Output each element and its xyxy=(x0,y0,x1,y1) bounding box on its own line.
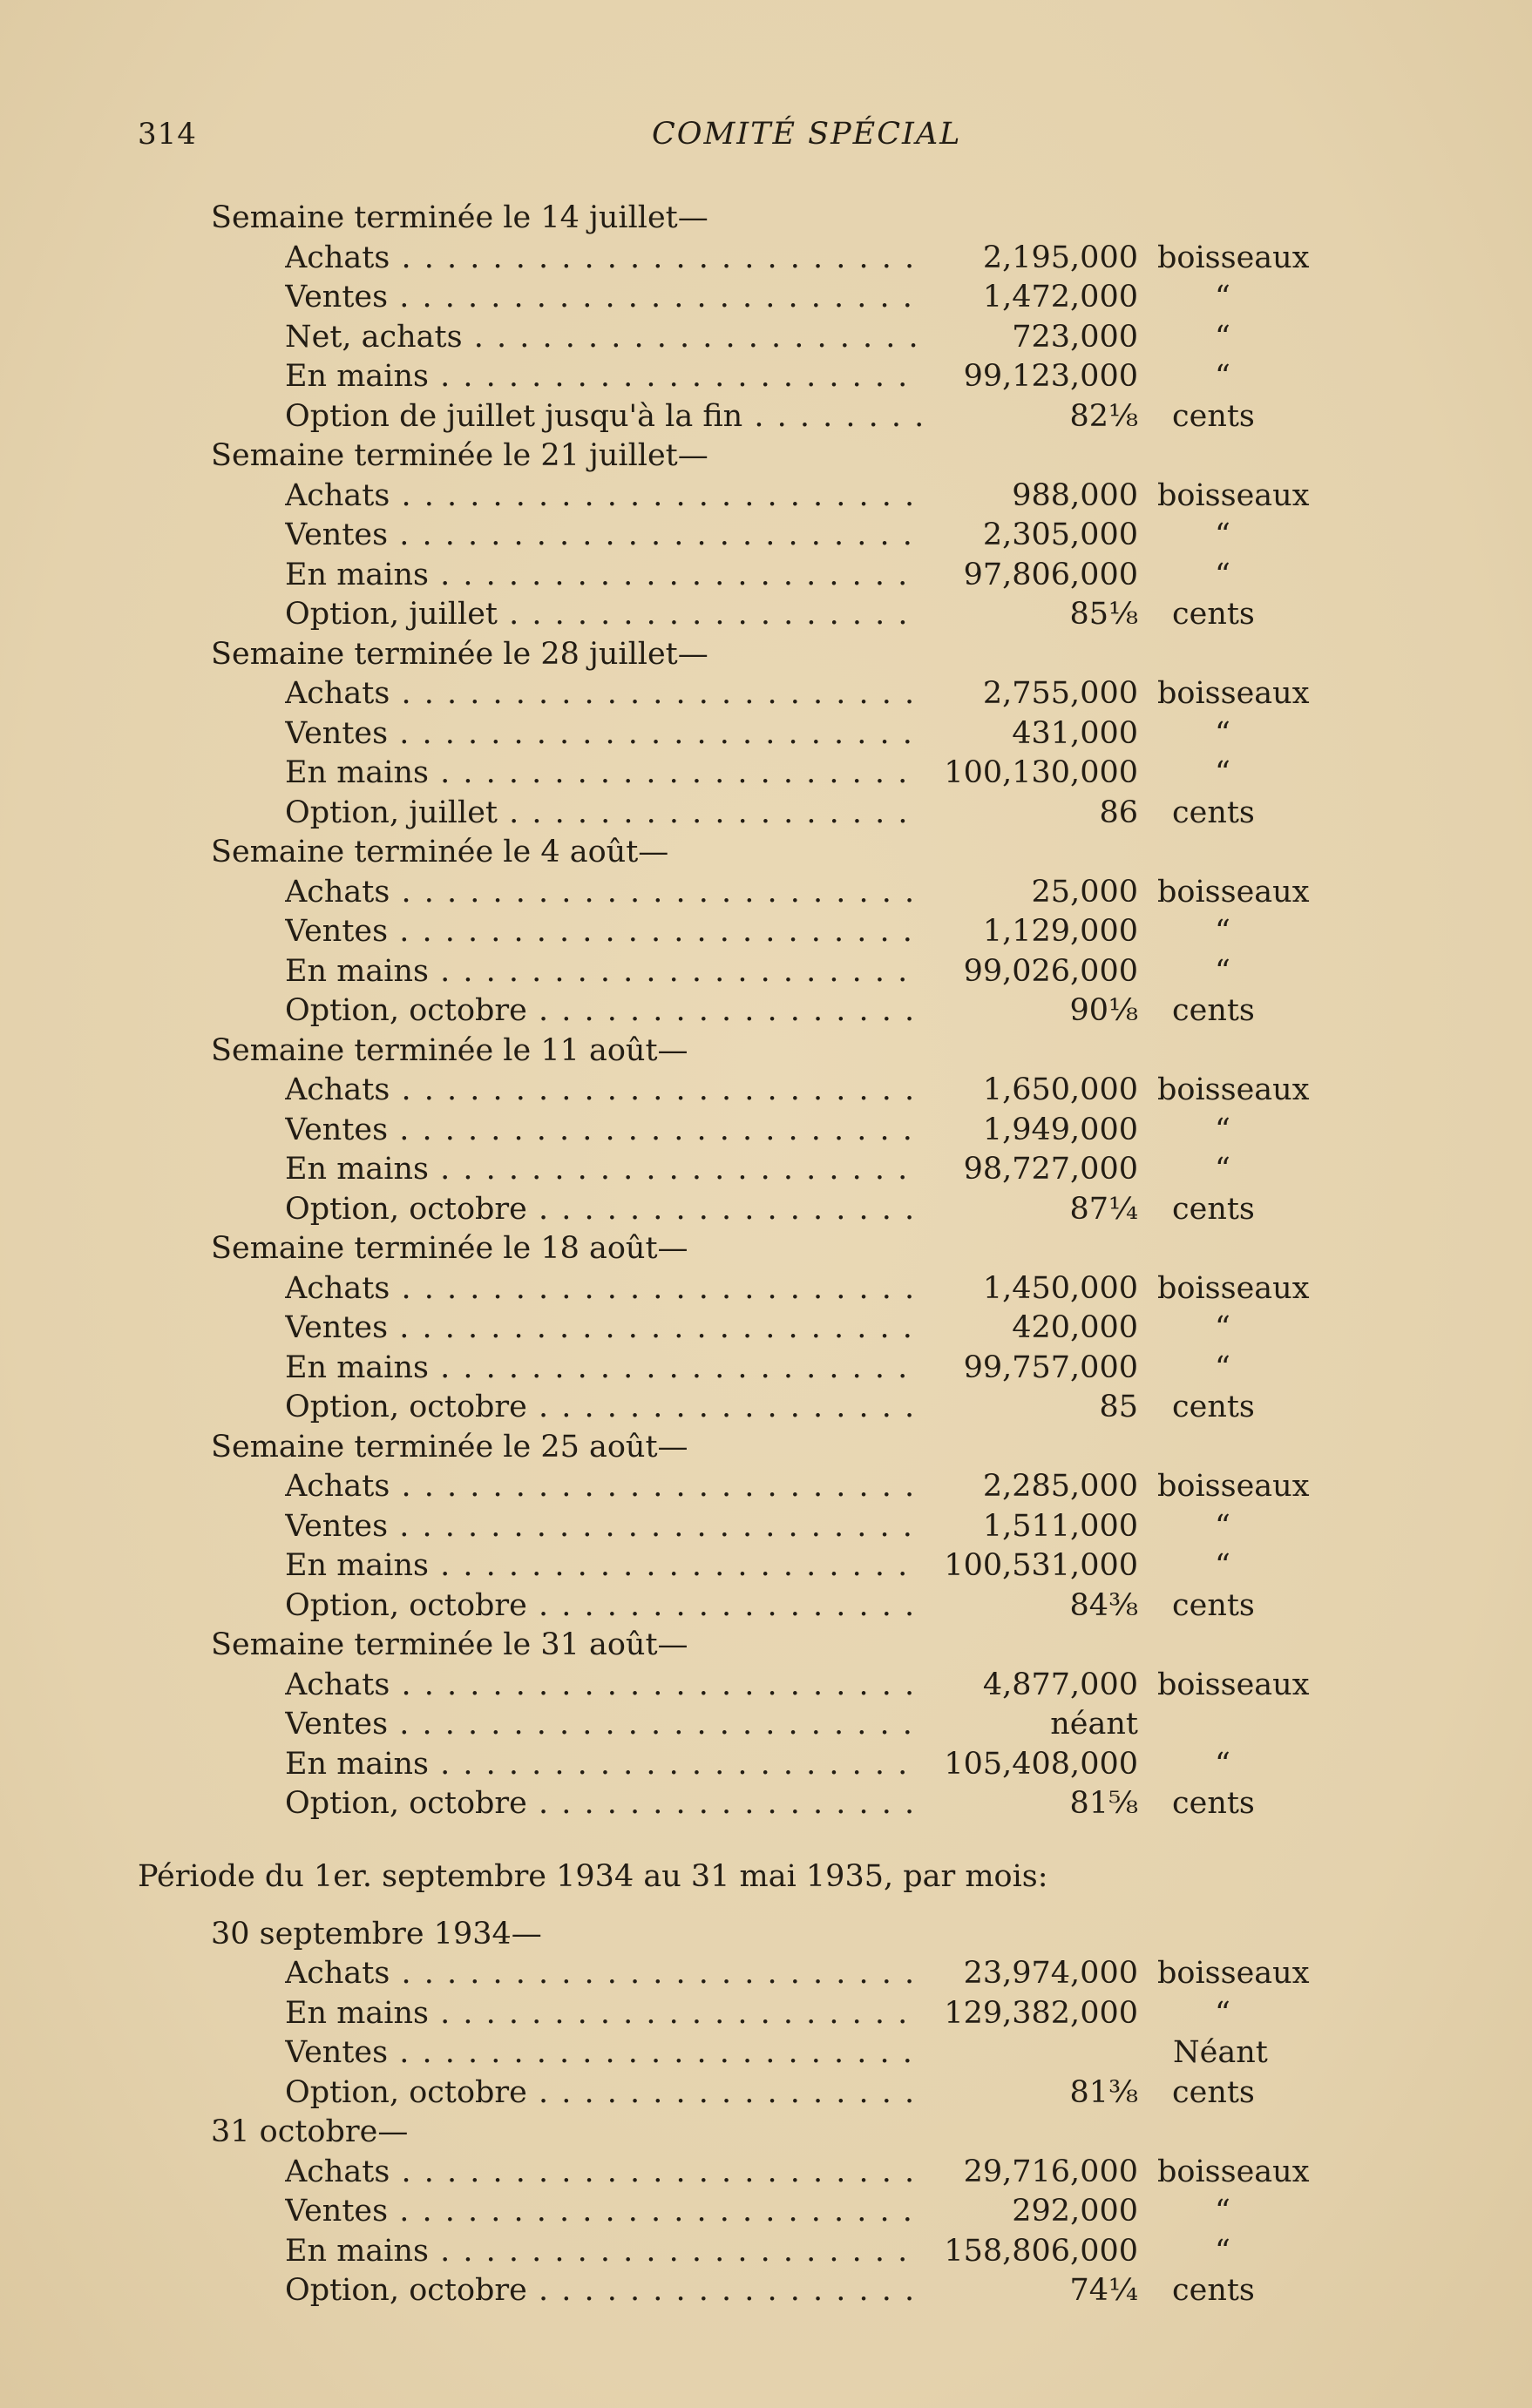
row-label: Option, octobre . . . xyxy=(285,1784,921,1823)
ledger-row xyxy=(0,278,1532,318)
row-value: 1,472,000 xyxy=(982,280,1138,315)
ledger-row xyxy=(0,714,1532,754)
week-heading xyxy=(0,199,1532,239)
weekly-section xyxy=(0,199,1532,1824)
row-value: 86 xyxy=(1099,795,1138,830)
week-heading-text: Semaine terminée le 14 juillet— xyxy=(211,200,708,235)
ledger-row xyxy=(0,318,1532,358)
row-value: 81⅜ xyxy=(1069,2074,1138,2110)
row-value: 87¼ xyxy=(1069,1191,1138,1227)
ledger-row xyxy=(0,477,1532,517)
ledger-row xyxy=(0,674,1532,714)
row-label: Option, octobre . . . xyxy=(285,991,921,1031)
row-value: 988,000 xyxy=(1012,477,1138,513)
row-label: Achats . . . xyxy=(285,1467,921,1506)
row-unit: boisseaux xyxy=(1157,1469,1310,1504)
ledger-row xyxy=(0,1705,1532,1745)
row-value: 158,806,000 xyxy=(944,2233,1138,2269)
period-heading-text: Période du 1er. septembre 1934 au 31 mai 1935, par mois: xyxy=(138,1858,1048,1894)
row-label: Ventes . . . xyxy=(285,516,921,555)
row-unit: “ xyxy=(1215,517,1230,552)
row-unit: “ xyxy=(1215,953,1230,989)
row-label: Achats . . . xyxy=(285,1666,921,1705)
row-unit: cents xyxy=(1172,398,1255,434)
running-title: COMITÉ SPÉCIAL xyxy=(652,117,962,152)
row-unit: “ xyxy=(1215,1112,1230,1147)
ledger-row xyxy=(0,1269,1532,1309)
row-label: Achats . . . xyxy=(285,1954,921,1993)
week-heading xyxy=(0,1626,1532,1666)
row-value: 723,000 xyxy=(1012,319,1138,355)
row-unit: “ xyxy=(1215,319,1230,355)
row-label: Net, achats . . . xyxy=(285,318,921,357)
ledger-row xyxy=(0,357,1532,397)
row-label: Option, octobre . . . xyxy=(285,1190,921,1229)
week-heading xyxy=(0,436,1532,477)
row-label: Achats . . . xyxy=(285,1269,921,1309)
row-label: En mains . . . xyxy=(285,357,921,396)
row-label: En mains . . . xyxy=(285,952,921,991)
week-heading-text: Semaine terminée le 4 août— xyxy=(211,835,669,869)
row-label: Option, octobre . . . xyxy=(285,1586,921,1626)
ledger-row xyxy=(0,239,1532,279)
row-label: En mains . . . xyxy=(285,1994,921,2033)
ledger-row xyxy=(0,1745,1532,1785)
ledger-row xyxy=(0,1507,1532,1547)
row-unit: boisseaux xyxy=(1157,874,1310,910)
row-value: 420,000 xyxy=(1012,1310,1138,1345)
row-unit: “ xyxy=(1215,914,1230,949)
row-label: En mains . . . xyxy=(285,754,921,793)
week-heading-text: Semaine terminée le 28 juillet— xyxy=(211,636,708,672)
page-header xyxy=(0,117,1532,160)
ledger-row xyxy=(0,1467,1532,1507)
page-number: 314 xyxy=(138,117,197,152)
row-value: 84⅜ xyxy=(1069,1587,1138,1623)
month-heading-text: 30 septembre 1934— xyxy=(211,1916,542,1951)
ledger-row xyxy=(0,912,1532,952)
ledger-row xyxy=(0,1666,1532,1706)
row-unit: cents xyxy=(1172,1587,1255,1623)
row-label: Achats . . . xyxy=(285,477,921,516)
row-value: néant xyxy=(1050,1707,1138,1742)
row-unit: boisseaux xyxy=(1157,676,1310,711)
statement-body xyxy=(0,199,1532,2311)
row-unit: cents xyxy=(1172,1390,1255,1424)
row-value: 129,382,000 xyxy=(944,1995,1138,2031)
ledger-row xyxy=(0,794,1532,834)
row-label: Ventes . . . xyxy=(285,1507,921,1546)
row-label: En mains . . . xyxy=(285,1745,921,1784)
row-value: 90⅛ xyxy=(1069,993,1138,1028)
row-unit: boisseaux xyxy=(1157,1072,1310,1107)
row-unit: cents xyxy=(1172,597,1255,632)
row-value: 2,195,000 xyxy=(982,240,1138,275)
row-unit: “ xyxy=(1215,715,1230,751)
row-label: Achats . . . xyxy=(285,873,921,912)
ledger-row xyxy=(0,1349,1532,1389)
ledger-row xyxy=(0,873,1532,913)
row-value: 23,974,000 xyxy=(963,1956,1138,1991)
row-label: Achats . . . xyxy=(285,674,921,714)
row-value: 2,305,000 xyxy=(982,517,1138,552)
row-unit: “ xyxy=(1215,280,1230,315)
month-heading-text: 31 octobre— xyxy=(211,2114,409,2149)
row-value: 1,949,000 xyxy=(982,1112,1138,1147)
ledger-row xyxy=(0,397,1532,437)
row-label: En mains . . . xyxy=(285,1546,921,1586)
row-value: 29,716,000 xyxy=(963,2154,1138,2189)
ledger-row xyxy=(0,1388,1532,1428)
ledger-row xyxy=(0,1150,1532,1190)
row-label: Ventes . . . xyxy=(285,1705,921,1744)
row-unit: “ xyxy=(1215,2233,1230,2269)
row-label: Achats . . . xyxy=(285,1071,921,1110)
row-label: Ventes . . . xyxy=(285,912,921,951)
row-unit: “ xyxy=(1215,2194,1230,2229)
row-unit: “ xyxy=(1215,1995,1230,2031)
week-heading xyxy=(0,833,1532,873)
row-label: Option, octobre . . . xyxy=(285,2073,921,2113)
ledger-row xyxy=(0,1784,1532,1824)
row-unit: “ xyxy=(1215,1349,1230,1385)
week-heading-text: Semaine terminée le 11 août— xyxy=(211,1032,688,1068)
row-value: 2,755,000 xyxy=(982,676,1138,711)
row-unit: boisseaux xyxy=(1157,477,1310,513)
week-heading xyxy=(0,1229,1532,1269)
row-value: 97,806,000 xyxy=(963,557,1138,592)
monthly-section xyxy=(0,1915,1532,2311)
row-label: Ventes . . . xyxy=(285,714,921,754)
ledger-row xyxy=(0,595,1532,635)
row-label: Ventes . . . xyxy=(285,2192,921,2231)
row-value: 1,450,000 xyxy=(982,1270,1138,1306)
row-value: 85 xyxy=(1099,1390,1138,1424)
ledger-row xyxy=(0,2271,1532,2311)
ledger-row xyxy=(0,1586,1532,1627)
week-heading-text: Semaine terminée le 21 juillet— xyxy=(211,438,708,473)
row-value: 100,130,000 xyxy=(944,755,1138,790)
ledger-row xyxy=(0,952,1532,992)
row-value: 81⅝ xyxy=(1069,1786,1138,1821)
ledger-row xyxy=(0,754,1532,794)
row-value: 1,129,000 xyxy=(982,914,1138,949)
month-heading xyxy=(0,1915,1532,1955)
row-value: 98,727,000 xyxy=(963,1152,1138,1187)
row-value: 74¼ xyxy=(1069,2273,1138,2308)
row-unit: “ xyxy=(1215,1152,1230,1187)
row-unit: cents xyxy=(1172,2273,1255,2308)
row-unit: cents xyxy=(1172,1191,1255,1227)
ledger-row xyxy=(0,1994,1532,2034)
row-unit: boisseaux xyxy=(1157,1956,1310,1991)
row-label: En mains . . . xyxy=(285,1349,921,1388)
week-heading-text: Semaine terminée le 18 août— xyxy=(211,1231,688,1266)
row-label: Ventes . . . xyxy=(285,2033,921,2073)
row-label: Ventes . . . xyxy=(285,1111,921,1150)
ledger-row xyxy=(0,1190,1532,1230)
row-unit: “ xyxy=(1215,359,1230,394)
row-label: Ventes . . . xyxy=(285,278,921,317)
row-unit: cents xyxy=(1172,1786,1255,1821)
row-value: 85⅛ xyxy=(1069,597,1138,632)
ledger-row xyxy=(0,516,1532,556)
ledger-row xyxy=(0,1546,1532,1586)
row-unit: boisseaux xyxy=(1157,2154,1310,2189)
ledger-row xyxy=(0,2153,1532,2193)
row-unit: boisseaux xyxy=(1157,1667,1310,1702)
week-heading xyxy=(0,1032,1532,1072)
week-heading-text: Semaine terminée le 31 août— xyxy=(211,1627,688,1662)
week-heading xyxy=(0,1428,1532,1468)
row-unit: “ xyxy=(1215,1508,1230,1544)
row-label: Option, octobre . . . xyxy=(285,1388,921,1427)
row-value: 292,000 xyxy=(1012,2194,1138,2229)
row-label: En mains . . . xyxy=(285,2232,921,2271)
ledger-row xyxy=(0,1071,1532,1111)
row-unit: cents xyxy=(1172,993,1255,1028)
ledger-row xyxy=(0,991,1532,1032)
period-heading xyxy=(0,1857,1532,1915)
row-unit: “ xyxy=(1215,1310,1230,1345)
row-value: 82⅛ xyxy=(1069,398,1138,434)
month-heading xyxy=(0,2113,1532,2153)
week-heading-text: Semaine terminée le 25 août— xyxy=(211,1429,688,1464)
row-unit: “ xyxy=(1215,1548,1230,1583)
row-value: 1,650,000 xyxy=(982,1072,1138,1107)
row-unit: “ xyxy=(1215,557,1230,592)
row-value: 99,757,000 xyxy=(963,1349,1138,1385)
ledger-row xyxy=(0,2033,1532,2073)
row-label: Option de juillet jusqu'à la fin . . . xyxy=(285,397,921,436)
row-value: 100,531,000 xyxy=(944,1548,1138,1583)
row-value: 4,877,000 xyxy=(982,1667,1138,1702)
row-unit: Néant xyxy=(1173,2035,1268,2070)
row-label: Achats . . . xyxy=(285,2153,921,2192)
row-value: 2,285,000 xyxy=(982,1469,1138,1504)
row-value: 25,000 xyxy=(1031,874,1138,910)
row-label: Achats . . . xyxy=(285,239,921,278)
row-label: Option, octobre . . . xyxy=(285,2271,921,2310)
row-value: 99,123,000 xyxy=(963,359,1138,394)
row-label: Option, juillet . . . xyxy=(285,595,921,634)
ledger-row xyxy=(0,1309,1532,1349)
ledger-row xyxy=(0,2232,1532,2272)
ledger-row xyxy=(0,2073,1532,2114)
row-label: Ventes . . . xyxy=(285,1309,921,1348)
ledger-row xyxy=(0,1954,1532,1994)
week-heading xyxy=(0,635,1532,675)
row-value: 99,026,000 xyxy=(963,953,1138,989)
row-value: 105,408,000 xyxy=(944,1746,1138,1782)
row-value: 431,000 xyxy=(1012,715,1138,751)
row-value: 1,511,000 xyxy=(982,1508,1138,1544)
row-unit: “ xyxy=(1215,755,1230,790)
row-label: En mains . . . xyxy=(285,556,921,595)
ledger-row xyxy=(0,1111,1532,1151)
ledger-row xyxy=(0,2192,1532,2232)
row-unit: boisseaux xyxy=(1157,1270,1310,1306)
ledger-row xyxy=(0,556,1532,596)
row-unit: cents xyxy=(1172,795,1255,830)
row-label: En mains . . . xyxy=(285,1150,921,1189)
row-label: Option, juillet . . . xyxy=(285,794,921,833)
row-unit: “ xyxy=(1215,1746,1230,1782)
row-unit: boisseaux xyxy=(1157,240,1310,275)
row-unit: cents xyxy=(1172,2074,1255,2110)
